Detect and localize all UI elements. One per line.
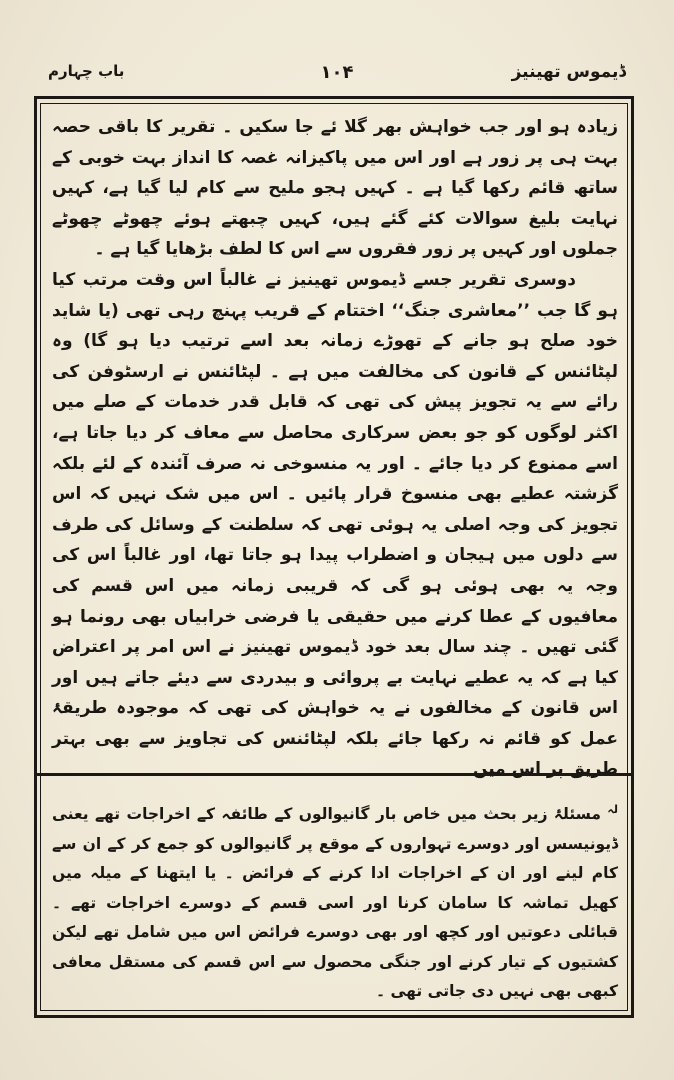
body-paragraph: زیادہ ہو اور جب خواہش بھر گلا ئے جا سکیں ۔ تقریر کا باقی حصہ بہت ہی پر زور ہے اور اس میں پاکیزانہ غصہ کا انداز بہت خوبی کے ساتھ قائم رکھا گیا ہے ۔ کہیں ہجو ملیح سے کام لیا گیا ہے، کہیں نہایت بلیغ سوالات کئے گئے ہیں، کہیں چبھتے ہوئے چھوٹے چھوٹے جملوں اور کہیں پر زور فقروں سے اس کا لطف بڑھایا گیا ہے ۔ bbox=[52, 117, 618, 260]
running-head-title: ڈیموس تھینیز bbox=[511, 62, 626, 82]
body-paragraph: دوسری تقریر جسے ڈیموس تھینیز نے غالباً اس وقت مرتب کیا ہو گا جب ’’معاشری جنگ‘‘ اختتام کے قریب پہنچ رہی تھی (یا شاید خود صلح ہو جانے کے تھوڑے زمانہ بعد اسے ترتیب دیا ہو گا) وہ لپٹائنس کے قانون کی مخالفت میں ہے ۔ لپٹائنس نے ارسٹوفن کی رائے سے یہ تجویز پیش کی تھی کہ قابل قدر خدمات کے صلے میں اکثر لوگوں کو جو بعض سرکاری محاصل سے معاف کر دیا جاتا ہے، اسے ممنوع کر دیا جائے ۔ اور یہ منسوخی نہ صرف آئندہ کے لئے بلکہ گزشتہ عطیے بھی منسوخ قرار پائیں ۔ اس میں شک نہیں کہ اس تجویز کی وجہ اصلی یہ ہوئی تھی کہ سلطنت کے وسائل کی طرف سے دلوں میں ہیجان و اضطراب پیدا ہو جاتا تھا، اور غالباً اس کی وجہ یہ بھی ہوئی ہو گی کہ قریبی زمانہ میں اس قسم کی معافیوں کے عطا کرنے میں حقیقی یا فرضی خرابیاں بھی رونما ہو گئی تھیں ۔ چند سال بعد خود ڈیموس تھینیز نے اس امر پر اعتراض کیا ہے کہ یہ عطیے نہایت بے پروائی و بیدردی سے دیئے جاتے ہیں اور اس قانون کے مخالفوں نے یہ خواہش کی تھی کہ موجودہ طریقۂ عمل کو قائم نہ رکھا جائے بلکہ لپٹائنس کی تجاویز سے بھی بہتر طریق پر اس میں bbox=[52, 269, 618, 780]
page-number: ۱۰۴ bbox=[320, 62, 354, 83]
footnote-text: مسئلۂ زیر بحث میں خاص بار گانیوالوں کے طائفہ کے اخراجات تھے یعنی ڈیونیسس اور دوسرے تہواروں کے موقع پر گانیوالوں کو جمع کر کے ان سے کام لینے اور ان کے اخراجات ادا کرنے کے فرائض ۔ یا ایتھنا کے میلہ میں کھیل تماشہ کا سامان کرنا اور اسی قسم کے دوسرے اخراجات تھے ۔ قبائلی دعوتیں اور کچھ اور بھی دوسرے فرائض اس میں شامل تھے لیکن کشتیوں کے تیار کرنے اور جنگی محصول سے اس قسم کی مستقل معافی کبھی بھی نہیں دی جاتی تھی ۔ bbox=[52, 805, 618, 1001]
main-text bbox=[52, 112, 618, 780]
footnote bbox=[52, 795, 618, 1001]
footnote-marker: لہ bbox=[607, 803, 618, 816]
footnote-paragraph bbox=[52, 795, 618, 1007]
footnote-divider bbox=[34, 773, 634, 776]
running-head bbox=[48, 62, 626, 92]
chapter-label: باب چہارم bbox=[48, 62, 125, 80]
